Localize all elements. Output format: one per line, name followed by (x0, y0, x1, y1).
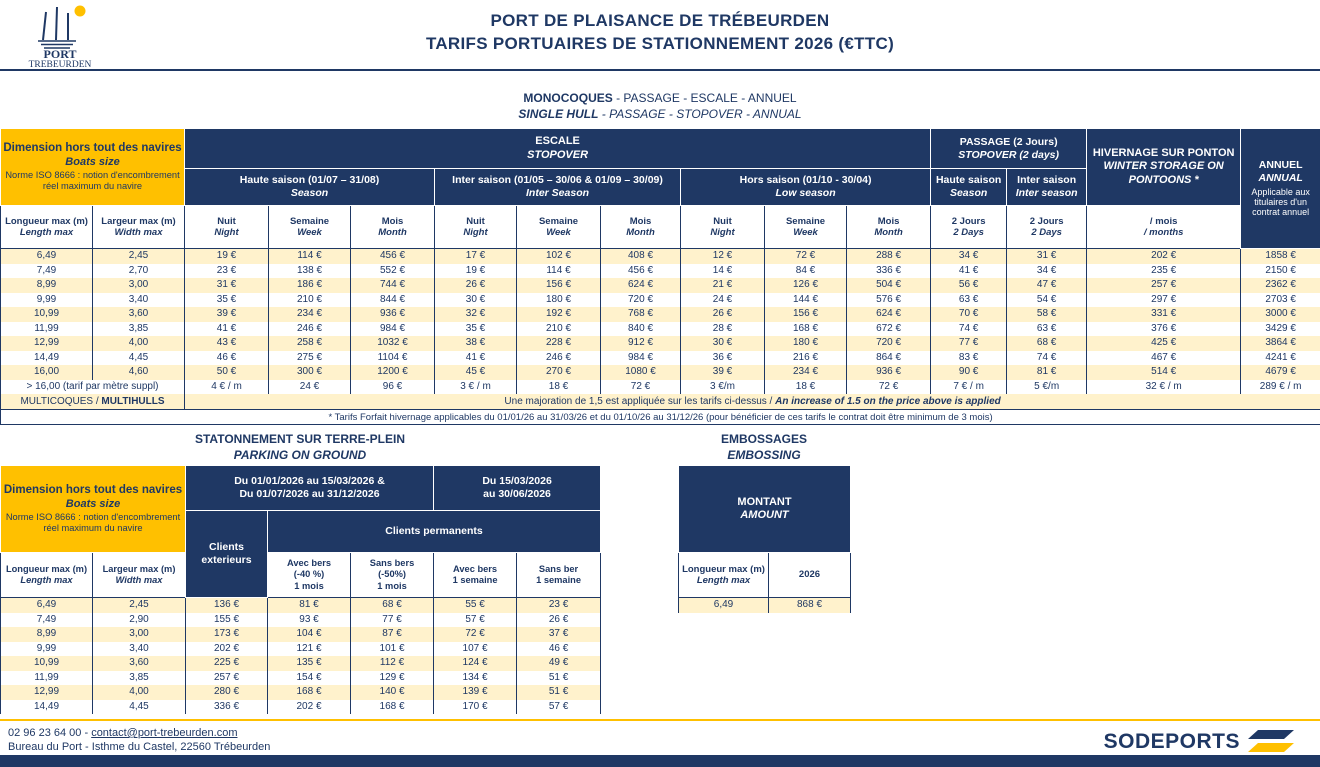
col-year: 2026 (769, 553, 851, 598)
table-cell: 180 € (765, 336, 847, 351)
parking-table-body (1, 598, 601, 715)
col-month: Mois Month (601, 206, 681, 249)
embossing-table-body (679, 598, 851, 613)
stopover-tariff-table (0, 128, 1320, 425)
table-cell: 456 € (601, 264, 681, 279)
table-cell: 74 € (1007, 351, 1087, 366)
table-row (1, 365, 1320, 380)
table-row (1, 336, 1320, 351)
table-cell: 3,00 (93, 627, 186, 642)
table-cell: 72 € (847, 380, 931, 395)
table-cell: 456 € (351, 249, 435, 264)
table-cell: 7,49 (1, 613, 93, 628)
table-cell: 6,49 (679, 598, 769, 613)
embossing-section-title: EMBOSSAGES EMBOSSING (720, 432, 807, 463)
table-cell: 121 € (268, 642, 351, 657)
table-cell: 11,99 (1, 671, 93, 686)
col-per-month: / mois / months (1087, 206, 1241, 249)
table-cell: 136 € (186, 598, 268, 613)
col-length-max: Longueur max (m) Length max (1, 553, 93, 598)
table-cell: 202 € (1087, 249, 1241, 264)
table-cell: 72 € (765, 249, 847, 264)
table-cell: 51 € (517, 671, 601, 686)
contact-block (8, 726, 270, 755)
table-cell: 19 € (435, 264, 517, 279)
table-cell: 37 € (517, 627, 601, 642)
col-night: Nuit Night (435, 206, 517, 249)
table-cell: 46 € (517, 642, 601, 657)
table-cell: 4,45 (93, 700, 186, 715)
table-cell: 9,99 (1, 642, 93, 657)
parking-period2-header: Du 15/03/2026 au 30/06/2026 (434, 466, 601, 511)
table-cell: 2362 € (1241, 278, 1320, 293)
table-cell: 170 € (434, 700, 517, 715)
monohull-section-title (0, 91, 1320, 122)
table-cell: 864 € (847, 351, 931, 366)
table-cell: 6,49 (1, 598, 93, 613)
table-cell: 54 € (1007, 293, 1087, 308)
table-cell: 30 € (681, 336, 765, 351)
table-cell: 14 € (681, 264, 765, 279)
high-season-header: Haute saison (01/07 – 31/08) Season (185, 169, 435, 206)
table-row (1, 685, 601, 700)
table-cell: 31 € (185, 278, 269, 293)
table-cell: 192 € (517, 307, 601, 322)
table-cell: 1200 € (351, 365, 435, 380)
table-cell: 57 € (517, 700, 601, 715)
table-cell: 107 € (434, 642, 517, 657)
escale-group-header: ESCALE STOPOVER (185, 129, 931, 169)
page-title-line2: TARIFS PORTUAIRES DE STATIONNEMENT 2026 (€TTC) (425, 33, 895, 53)
table-cell: 68 € (351, 598, 434, 613)
table-row (1, 700, 601, 715)
table-cell: 936 € (847, 365, 931, 380)
table-cell: 31 € (1007, 249, 1087, 264)
table-cell: 3 € / m (435, 380, 517, 395)
col-length-max: Longueur max (m) Length max (1, 206, 93, 249)
table-cell: 18 € (765, 380, 847, 395)
table-cell: 4,00 (93, 336, 185, 351)
table-cell: > 16,00 (tarif par mètre suppl) (1, 380, 185, 395)
table-cell: 56 € (931, 278, 1007, 293)
table-cell: 138 € (269, 264, 351, 279)
table-cell: 576 € (847, 293, 931, 308)
table-cell: 96 € (351, 380, 435, 395)
table-cell: 225 € (186, 656, 268, 671)
table-cell: 257 € (186, 671, 268, 686)
col-2days: 2 Jours 2 Days (931, 206, 1007, 249)
passage-group-header: PASSAGE (2 Jours) STOPOVER (2 days) (931, 129, 1087, 169)
col-week: Semaine Week (765, 206, 847, 249)
table-cell: 93 € (268, 613, 351, 628)
table-cell: 32 € / m (1087, 380, 1241, 395)
table-row (1, 249, 1320, 264)
winter-storage-footnote: * Tarifs Forfait hivernage applicables du 01/01/26 au 31/03/26 et du 01/10/26 au 31/12/26 (pour bénéficier de ces tarifs le contrat doit être minimum de 3 mois) (1, 410, 1320, 425)
table-cell: 936 € (351, 307, 435, 322)
table-cell: 50 € (185, 365, 269, 380)
table-cell: 672 € (847, 322, 931, 337)
table-cell: 38 € (435, 336, 517, 351)
sodeports-brand-text: SODEPORTS (1103, 730, 1240, 753)
table-cell: 114 € (517, 264, 601, 279)
table-cell: 55 € (434, 598, 517, 613)
table-cell: 23 € (517, 598, 601, 613)
passage-high-season-header: Haute saison Season (931, 169, 1007, 206)
table-cell: 336 € (186, 700, 268, 715)
table-cell: 228 € (517, 336, 601, 351)
table-cell: 168 € (268, 685, 351, 700)
table-cell: 30 € (435, 293, 517, 308)
table-cell: 4 € / m (185, 380, 269, 395)
table-cell: 14,49 (1, 351, 93, 366)
table-cell: 258 € (269, 336, 351, 351)
table-cell: 3429 € (1241, 322, 1320, 337)
table-cell: 868 € (769, 598, 851, 613)
table-cell: 3000 € (1241, 307, 1320, 322)
table-cell: 840 € (601, 322, 681, 337)
table-cell: 257 € (1087, 278, 1241, 293)
table-row (679, 598, 851, 613)
table-cell: 35 € (435, 322, 517, 337)
table-cell: 2,45 (93, 249, 185, 264)
table-cell: 74 € (931, 322, 1007, 337)
table-row (1, 351, 1320, 366)
table-cell: 275 € (269, 351, 351, 366)
table-cell: 4,45 (93, 351, 185, 366)
table-cell: 720 € (601, 293, 681, 308)
table-cell: 376 € (1087, 322, 1241, 337)
table-cell: 235 € (1087, 264, 1241, 279)
table-cell: 41 € (931, 264, 1007, 279)
table-cell: 12 € (681, 249, 765, 264)
table-cell: 1858 € (1241, 249, 1320, 264)
table-row (1, 656, 601, 671)
col-2days: 2 Jours 2 Days (1007, 206, 1087, 249)
table-cell: 2703 € (1241, 293, 1320, 308)
table-cell: 1032 € (351, 336, 435, 351)
table-cell: 3,85 (93, 322, 185, 337)
table-cell: 26 € (681, 307, 765, 322)
table-cell: 624 € (847, 307, 931, 322)
table-row (1, 278, 1320, 293)
table-cell: 34 € (1007, 264, 1087, 279)
table-cell: 26 € (517, 613, 601, 628)
table-row (1, 264, 1320, 279)
table-cell: 41 € (185, 322, 269, 337)
table-cell: 140 € (351, 685, 434, 700)
contact-email-link[interactable]: contact@port-trebeurden.com (91, 727, 238, 739)
inter-season-header: Inter saison (01/05 – 30/06 & 01/09 – 30/09) Inter Season (435, 169, 681, 206)
table-cell: 3,85 (93, 671, 186, 686)
table-row (1, 322, 1320, 337)
table-cell: 114 € (269, 249, 351, 264)
table-cell: 81 € (1007, 365, 1087, 380)
tariff-table-body (1, 249, 1320, 395)
table-cell: 300 € (269, 365, 351, 380)
col-night: Nuit Night (681, 206, 765, 249)
table-cell: 3,40 (93, 642, 186, 657)
table-cell: 5 €/m (1007, 380, 1087, 395)
table-cell: 331 € (1087, 307, 1241, 322)
col-with-cradle-week: Avec bers 1 semaine (434, 553, 517, 598)
table-cell: 46 € (185, 351, 269, 366)
table-cell: 18 € (517, 380, 601, 395)
table-cell: 10,99 (1, 307, 93, 322)
table-cell: 51 € (517, 685, 601, 700)
table-cell: 34 € (931, 249, 1007, 264)
table-cell: 77 € (931, 336, 1007, 351)
table-cell: 4241 € (1241, 351, 1320, 366)
multihulls-note: Une majoration de 1,5 est appliquée sur les tarifs ci-dessus / An increase of 1.5 on the price above is applied (185, 394, 1320, 410)
page-title-block (0, 10, 1320, 56)
table-cell: 2,45 (93, 598, 186, 613)
col-length-max: Longueur max (m) Length max (679, 553, 769, 598)
contact-address: Bureau du Port - Isthme du Castel, 22560 Trébeurden (8, 741, 271, 754)
sodeports-logo (1104, 730, 1294, 754)
table-cell: 24 € (269, 380, 351, 395)
table-cell: 202 € (186, 642, 268, 657)
table-cell: 844 € (351, 293, 435, 308)
sodeports-flag-icon (1248, 730, 1294, 754)
table-cell: 3,40 (93, 293, 185, 308)
dimension-header: Dimension hors tout des navires Boats size Norme ISO 8666 : notion d'encombrement réel maximum du navire (1, 129, 185, 206)
table-cell: 12,99 (1, 685, 93, 700)
table-cell: 912 € (601, 336, 681, 351)
table-cell: 210 € (517, 322, 601, 337)
table-cell: 10,99 (1, 656, 93, 671)
table-cell: 168 € (765, 322, 847, 337)
table-cell: 289 € / m (1241, 380, 1320, 395)
footer-divider (0, 719, 1320, 721)
table-cell: 129 € (351, 671, 434, 686)
table-cell: 11,99 (1, 322, 93, 337)
table-cell: 144 € (765, 293, 847, 308)
table-cell: 77 € (351, 613, 434, 628)
table-cell: 180 € (517, 293, 601, 308)
table-cell: 155 € (186, 613, 268, 628)
contact-phone-line: 02 96 23 64 00 - contact@port-trebeurden.com (8, 727, 238, 739)
col-month: Mois Month (847, 206, 931, 249)
table-cell: 297 € (1087, 293, 1241, 308)
table-cell: 84 € (765, 264, 847, 279)
table-cell: 8,99 (1, 627, 93, 642)
table-cell: 3864 € (1241, 336, 1320, 351)
bottom-bar (0, 755, 1320, 767)
table-cell: 246 € (269, 322, 351, 337)
table-cell: 39 € (185, 307, 269, 322)
table-cell: 24 € (681, 293, 765, 308)
col-width-max: Largeur max (m) Width max (93, 206, 185, 249)
parking-table (0, 465, 601, 714)
table-cell: 23 € (185, 264, 269, 279)
table-cell: 173 € (186, 627, 268, 642)
table-cell: 134 € (434, 671, 517, 686)
table-cell: 156 € (765, 307, 847, 322)
table-cell: 101 € (351, 642, 434, 657)
table-cell: 624 € (601, 278, 681, 293)
col-with-cradle-month: Avec bers (-40 %) 1 mois (268, 553, 351, 598)
table-cell: 112 € (351, 656, 434, 671)
table-cell: 32 € (435, 307, 517, 322)
table-cell: 216 € (765, 351, 847, 366)
permanent-clients-header: Clients permanents (268, 511, 601, 553)
table-cell: 72 € (434, 627, 517, 642)
table-cell: 17 € (435, 249, 517, 264)
logo-city-text: TREBEURDEN (28, 60, 92, 68)
annual-header: ANNUEL ANNUAL Applicable aux titulaires d'un contrat annuel (1241, 129, 1320, 249)
table-cell: 21 € (681, 278, 765, 293)
monohull-title-en: SINGLE HULL - PASSAGE - STOPOVER - ANNUAL (518, 106, 802, 121)
table-cell: 41 € (435, 351, 517, 366)
table-row (1, 307, 1320, 322)
table-cell: 234 € (269, 307, 351, 322)
table-cell: 234 € (765, 365, 847, 380)
table-cell: 47 € (1007, 278, 1087, 293)
table-cell: 102 € (517, 249, 601, 264)
table-row (1, 598, 601, 613)
table-row (1, 293, 1320, 308)
multihulls-row (1, 394, 1320, 410)
table-cell: 168 € (351, 700, 434, 715)
table-cell: 63 € (931, 293, 1007, 308)
col-week: Semaine Week (269, 206, 351, 249)
dimension-header: Dimension hors tout des navires Boats size Norme ISO 8666 : notion d'encombrement réel maximum du navire (1, 466, 186, 553)
passage-inter-season-header: Inter saison Inter season (1007, 169, 1087, 206)
table-row (1, 380, 1320, 395)
table-cell: 288 € (847, 249, 931, 264)
table-cell: 68 € (1007, 336, 1087, 351)
table-cell: 246 € (517, 351, 601, 366)
table-cell: 14,49 (1, 700, 93, 715)
table-cell: 984 € (601, 351, 681, 366)
table-cell: 744 € (351, 278, 435, 293)
table-cell: 156 € (517, 278, 601, 293)
table-cell: 202 € (268, 700, 351, 715)
table-cell: 3,60 (93, 656, 186, 671)
table-cell: 467 € (1087, 351, 1241, 366)
table-cell: 336 € (847, 264, 931, 279)
amount-header: MONTANT AMOUNT (679, 466, 851, 553)
table-cell: 57 € (434, 613, 517, 628)
table-cell: 504 € (847, 278, 931, 293)
table-cell: 154 € (268, 671, 351, 686)
col-week: Semaine Week (517, 206, 601, 249)
table-cell: 70 € (931, 307, 1007, 322)
col-without-cradle-month: Sans bers (-50%) 1 mois (351, 553, 434, 598)
table-row (1, 642, 601, 657)
col-without-cradle-week: Sans ber 1 semaine (517, 553, 601, 598)
table-cell: 210 € (269, 293, 351, 308)
table-cell: 514 € (1087, 365, 1241, 380)
table-cell: 3,00 (93, 278, 185, 293)
table-cell: 9,99 (1, 293, 93, 308)
parking-section-title: STATONNEMENT SUR TERRE-PLEIN PARKING ON GROUND (194, 432, 405, 463)
embossing-table (678, 465, 851, 613)
table-cell: 43 € (185, 336, 269, 351)
header-divider (0, 69, 1320, 71)
table-cell: 83 € (931, 351, 1007, 366)
table-cell: 124 € (434, 656, 517, 671)
page-title-line1: PORT DE PLAISANCE DE TRÉBEURDEN (490, 11, 830, 30)
table-cell: 768 € (601, 307, 681, 322)
table-cell: 104 € (268, 627, 351, 642)
table-cell: 425 € (1087, 336, 1241, 351)
table-cell: 1104 € (351, 351, 435, 366)
external-clients-header: Clients exterieurs (186, 511, 268, 598)
table-cell: 26 € (435, 278, 517, 293)
table-cell: 1080 € (601, 365, 681, 380)
table-cell: 7,49 (1, 264, 93, 279)
table-row (1, 613, 601, 628)
table-cell: 4,00 (93, 685, 186, 700)
table-cell: 186 € (269, 278, 351, 293)
table-cell: 2150 € (1241, 264, 1320, 279)
table-cell: 81 € (268, 598, 351, 613)
table-cell: 139 € (434, 685, 517, 700)
table-cell: 63 € (1007, 322, 1087, 337)
table-cell: 87 € (351, 627, 434, 642)
table-cell: 126 € (765, 278, 847, 293)
table-cell: 45 € (435, 365, 517, 380)
table-cell: 552 € (351, 264, 435, 279)
table-cell: 39 € (681, 365, 765, 380)
table-cell: 984 € (351, 322, 435, 337)
table-cell: 28 € (681, 322, 765, 337)
col-width-max: Largeur max (m) Width max (93, 553, 186, 598)
table-cell: 6,49 (1, 249, 93, 264)
table-cell: 2,70 (93, 264, 185, 279)
table-cell: 35 € (185, 293, 269, 308)
table-row (1, 671, 601, 686)
table-cell: 270 € (517, 365, 601, 380)
table-cell: 3,60 (93, 307, 185, 322)
col-night: Nuit Night (185, 206, 269, 249)
logo-port-text: PORT (43, 47, 77, 61)
table-cell: 58 € (1007, 307, 1087, 322)
table-cell: 3 €/m (681, 380, 765, 395)
multihulls-label: MULTICOQUES / MULTIHULLS (1, 394, 185, 410)
table-cell: 2,90 (93, 613, 186, 628)
table-cell: 19 € (185, 249, 269, 264)
table-cell: 16,00 (1, 365, 93, 380)
col-month: Mois Month (351, 206, 435, 249)
low-season-header: Hors saison (01/10 - 30/04) Low season (681, 169, 931, 206)
table-cell: 72 € (601, 380, 681, 395)
winter-storage-header: HIVERNAGE SUR PONTON WINTER STORAGE ON PONTOONS * (1087, 129, 1241, 206)
table-cell: 280 € (186, 685, 268, 700)
table-row (1, 627, 601, 642)
table-cell: 135 € (268, 656, 351, 671)
table-cell: 12,99 (1, 336, 93, 351)
table-cell: 49 € (517, 656, 601, 671)
table-cell: 4679 € (1241, 365, 1320, 380)
table-cell: 8,99 (1, 278, 93, 293)
parking-period1-header: Du 01/01/2026 au 15/03/2026 & Du 01/07/2026 au 31/12/2026 (186, 466, 434, 511)
table-cell: 408 € (601, 249, 681, 264)
table-cell: 36 € (681, 351, 765, 366)
winter-storage-footnote-row (1, 410, 1320, 425)
table-cell: 4,60 (93, 365, 185, 380)
table-cell: 720 € (847, 336, 931, 351)
monohull-title-fr: MONOCOQUES - PASSAGE - ESCALE - ANNUEL (523, 91, 797, 105)
table-cell: 7 € / m (931, 380, 1007, 395)
table-cell: 90 € (931, 365, 1007, 380)
